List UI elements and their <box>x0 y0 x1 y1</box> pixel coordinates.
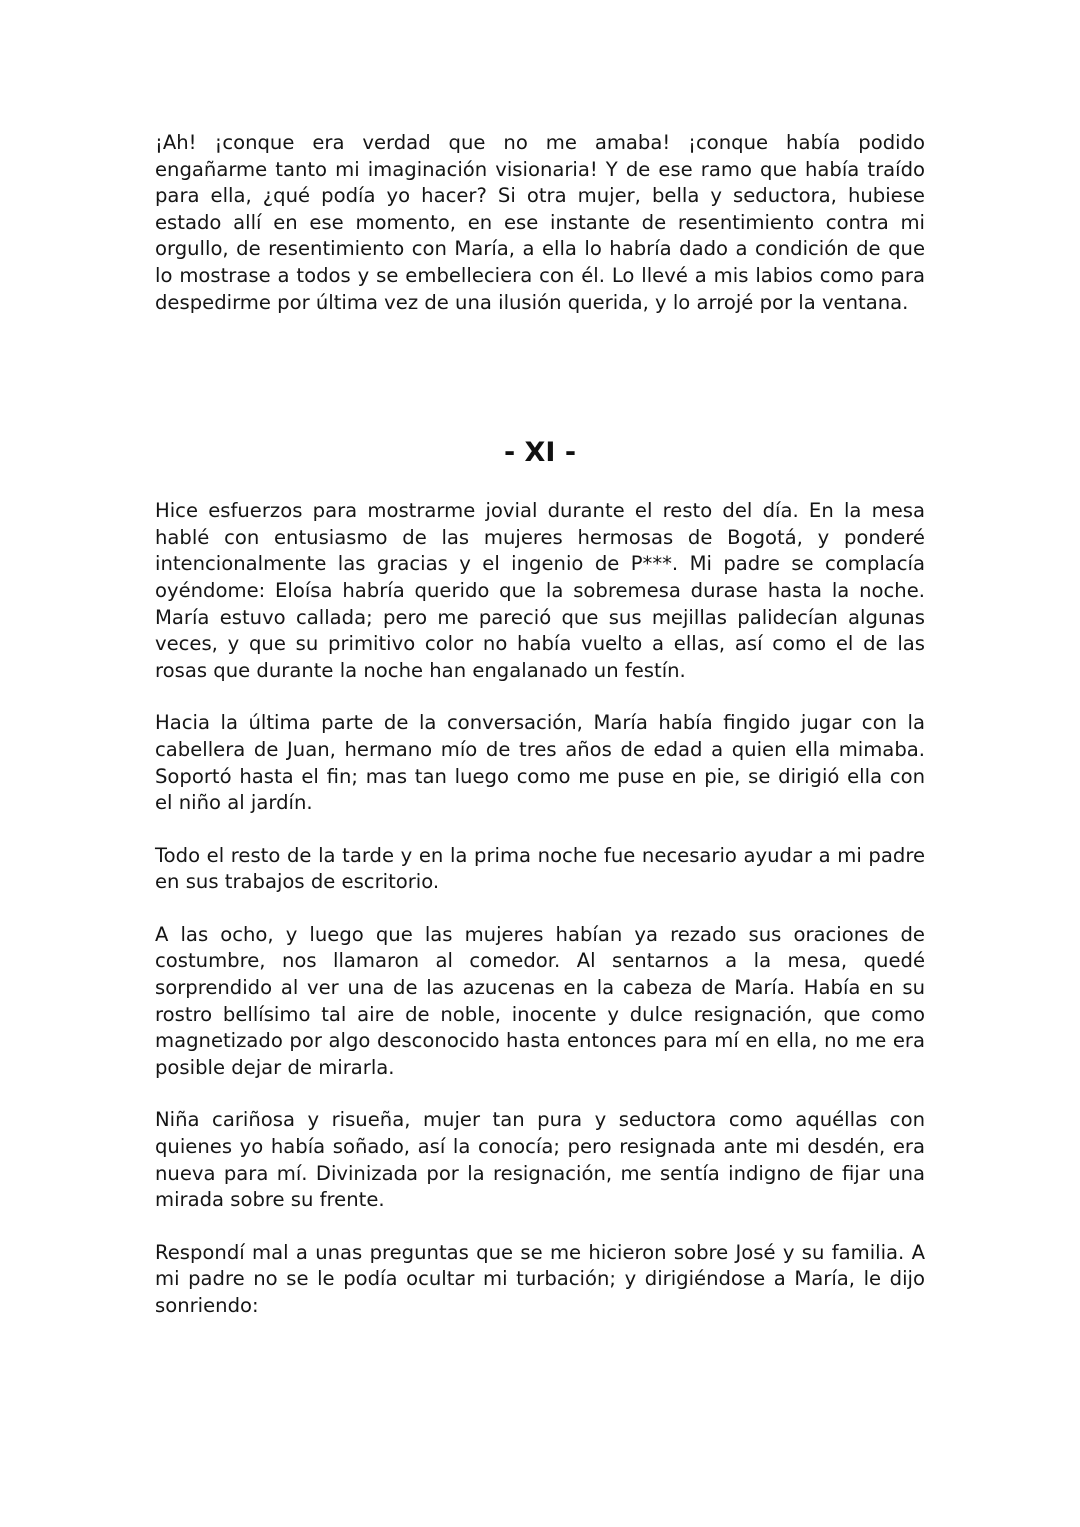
section-gap <box>155 316 925 437</box>
chapter-heading: - XI - <box>503 437 577 469</box>
paragraph-gap <box>155 1214 925 1240</box>
paragraph-gap <box>155 1081 925 1107</box>
paragraph-gap <box>155 817 925 843</box>
body-paragraph: Respondí mal a unas preguntas que se me hicieron sobre José y su familia. A mi padre no se le podía ocultar mi turbación; y dirigiéndose a María, le dijo sonriendo: <box>155 1240 925 1317</box>
body-paragraph: Todo el resto de la tarde y en la prima noche fue necesario ayudar a mi padre en sus trabajos de escritorio. <box>155 843 925 894</box>
body-paragraph: A las ocho, y luego que las mujeres habían ya rezado sus oraciones de costumbre, nos llamaron al comedor. Al sentarnos a la mesa, quedé sorprendido al ver una de las azucenas en la cabeza de María. Había en su rostro bellísimo tal aire de noble, inocente y dulce resignación, que como magnetizado por algo desconocido hasta entonces para mí en ella, no me era posible dejar de mirarla. <box>155 922 925 1079</box>
paragraph-gap <box>155 684 925 710</box>
paragraph-gap <box>155 896 925 922</box>
document-page <box>155 130 925 1320</box>
body-paragraph: Niña cariñosa y risueña, mujer tan pura y seductora como aquéllas con quienes yo había soñado, así la conocía; pero resignada ante mi desdén, era nueva para mí. Divinizada por la resignación, me sentía indigno de fijar una mirada sobre su frente. <box>155 1108 925 1212</box>
body-paragraph: Hice esfuerzos para mostrarme jovial durante el resto del día. En la mesa hablé con entusiasmo de las mujeres hermosas de Bogotá, y ponderé intencionalmente las gracias y el ingenio de P***. Mi padre se complacía oyéndome: Eloísa habría querido que la sobremesa durase hasta la noche. María estuvo callada; pero me pareció que sus mejillas palidecían algunas veces, y que su primitivo color no había vuelto a ellas, así como el de las rosas que durante la noche han engalanado un festín. <box>155 499 925 682</box>
intro-paragraph: ¡Ah! ¡conque era verdad que no me amaba! ¡conque había podido engañarme tanto mi imaginación visionaria! Y de ese ramo que había traído para ella, ¿qué podía yo hacer? Si otra mujer, bella y seductora, hubiese estado allí en ese momento, en ese instante de resentimiento contra mi orgullo, de resentimiento con María, a ella lo habría dado a condición de que lo mostrase a todos y se embelleciera con él. Lo llevé a mis labios como para despedirme por última vez de una ilusión querida, y lo arrojé por la ventana. <box>155 131 925 314</box>
body-paragraph: Hacia la última parte de la conversación, María había fingido jugar con la cabellera de Juan, hermano mío de tres años de edad a quien ella mimaba. Soportó hasta el fin; mas tan luego como me puse en pie, se dirigió ella con el niño al jardín. <box>155 711 925 815</box>
